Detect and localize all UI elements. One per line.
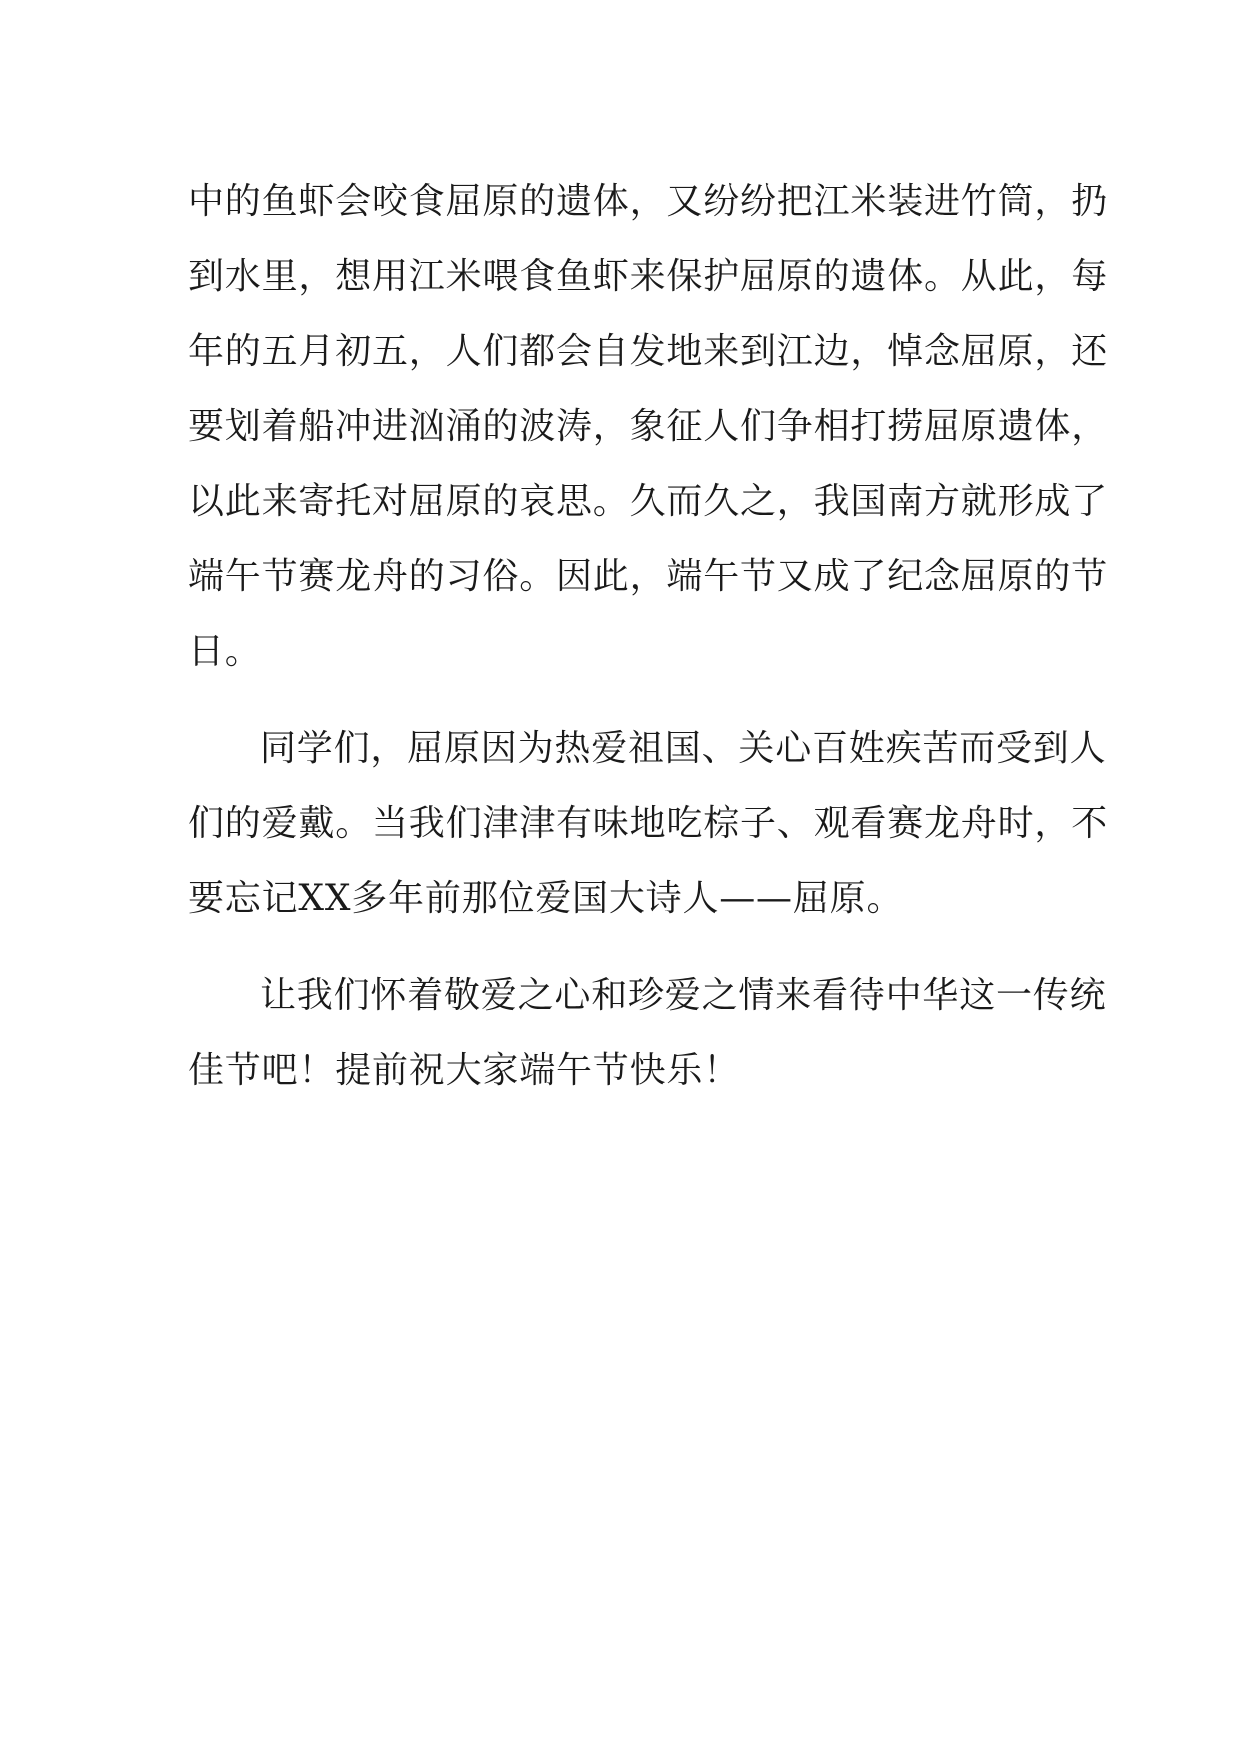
paragraph-line: 以此来寄托对屈原的哀思。久而久之，我国南方就形成了 — [188, 481, 1109, 522]
paragraph-line: 们的爱戴。当我们津津有味地吃棕子、观看赛龙舟时，不 — [188, 803, 1109, 844]
paragraph-1 — [188, 164, 1109, 689]
paragraph-2 — [188, 711, 1109, 936]
document-body — [188, 164, 1109, 1108]
paragraph-line: 中的鱼虾会咬食屈原的遗体，又纷纷把江米装进竹筒，扔 — [188, 181, 1109, 222]
paragraph-line: 到水里，想用江米喂食鱼虾来保护屈原的遗体。从此，每 — [188, 256, 1109, 297]
paragraph-line: 要忘记XX多年前那位爱国大诗人——屈原。 — [188, 878, 904, 919]
paragraph-spacer — [188, 936, 1058, 958]
paragraph-line: 年的五月初五，人们都会自发地来到江边，悼念屈原，还 — [188, 331, 1109, 372]
paragraph-line: 佳节吧！提前祝大家端午节快乐！ — [188, 1050, 741, 1091]
paragraph-line: 日。 — [188, 631, 262, 672]
paragraph-line: 要划着船冲进汹涌的波涛，象征人们争相打捞屈原遗体， — [188, 406, 1109, 447]
paragraph-line: 让我们怀着敬爱之心和珍爱之情来看待中华这一传统 — [260, 975, 1107, 1016]
paragraph-line: 端午节赛龙舟的习俗。因此，端午节又成了纪念屈原的节 — [188, 556, 1109, 597]
paragraph-3 — [188, 958, 1107, 1108]
paragraph-spacer — [188, 689, 1058, 711]
paragraph-line: 同学们，屈原因为热爱祖国、关心百姓疾苦而受到人 — [260, 728, 1107, 769]
